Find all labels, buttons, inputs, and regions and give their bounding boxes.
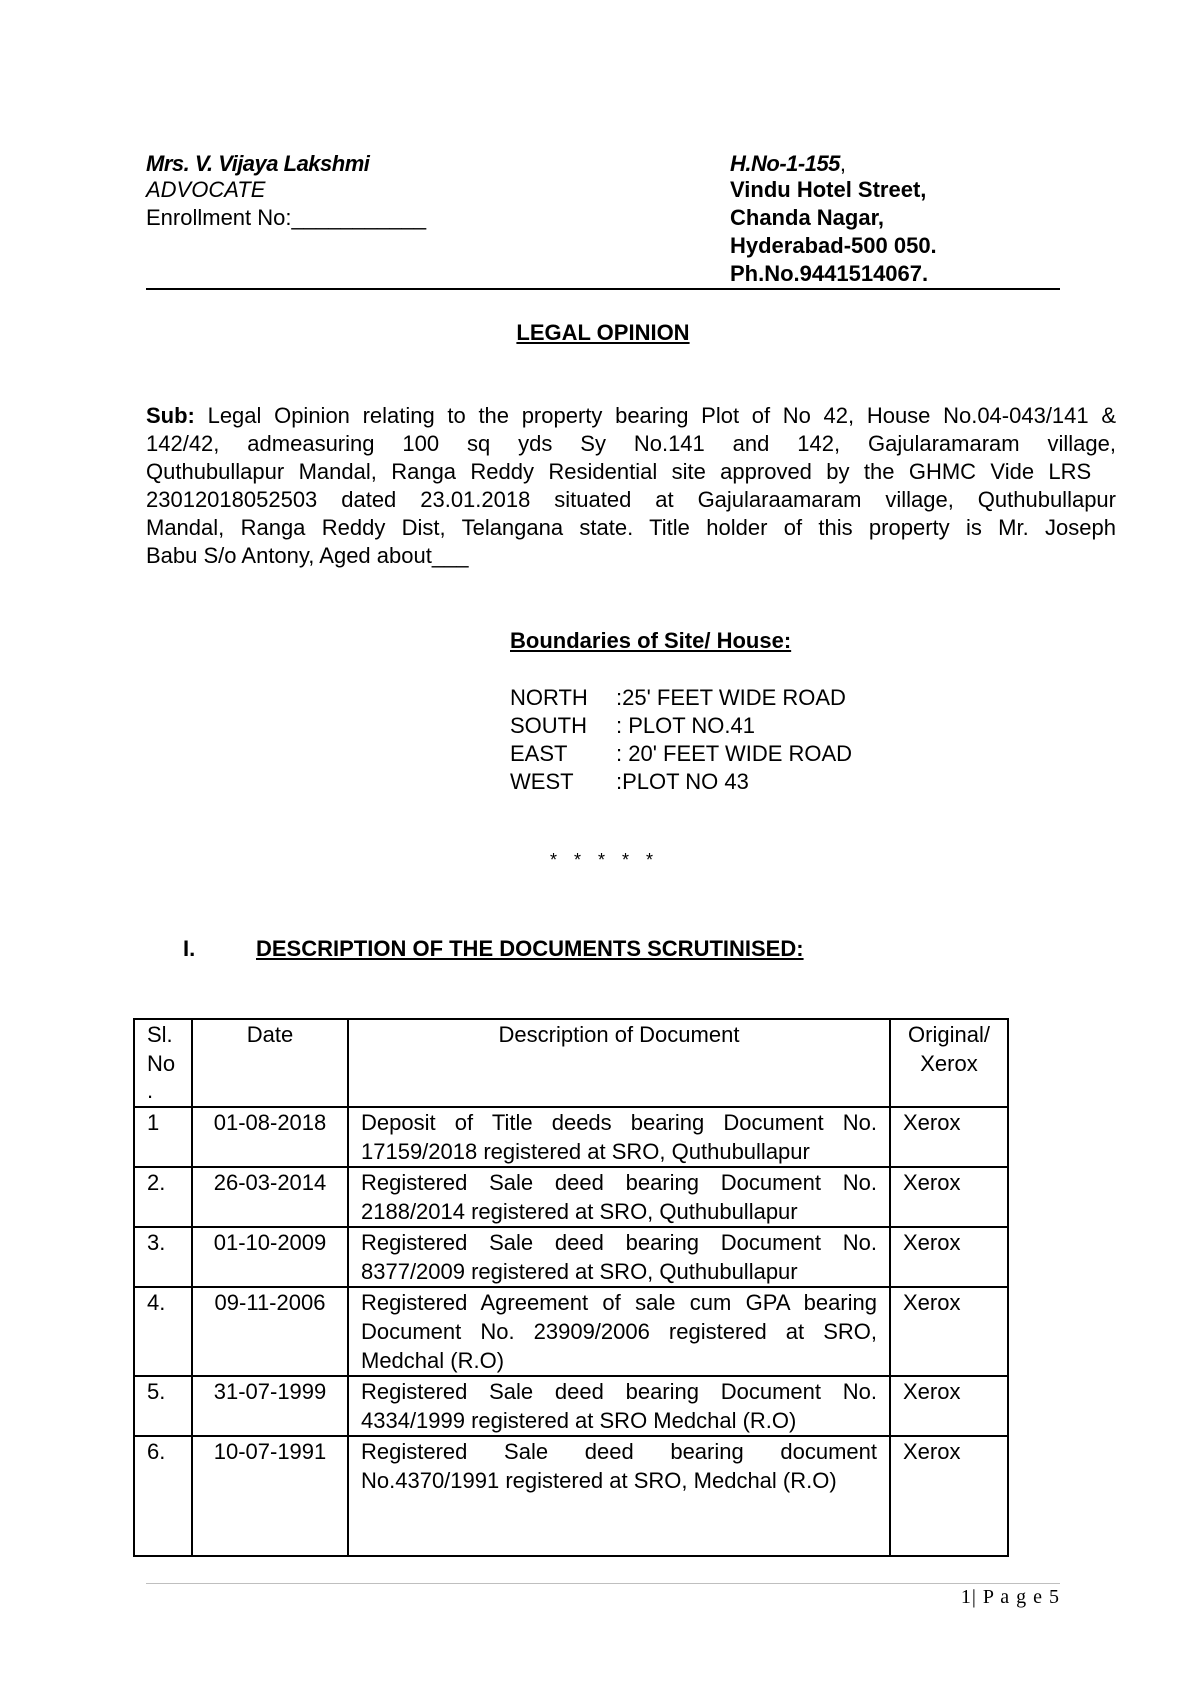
- subject-paragraph: [146, 402, 1116, 570]
- advocate-role: ADVOCATE: [146, 177, 266, 202]
- page-number: 1| P a g e 5: [960, 1586, 1060, 1608]
- cell-sl: 5.: [134, 1376, 192, 1436]
- address-street: Vindu Hotel Street,: [730, 177, 927, 202]
- cell-date: 09-11-2006: [192, 1287, 348, 1376]
- subject-label: Sub:: [146, 403, 195, 428]
- boundary-west: WEST :PLOT NO 43: [510, 769, 749, 794]
- cell-description: Registered Sale deed bearing Document No. 8377/2009 registered at SRO, Quthubullapur: [348, 1227, 890, 1287]
- cell-date: 01-08-2018: [192, 1107, 348, 1167]
- documents-table: [133, 1018, 1009, 1557]
- cell-sl: 6.: [134, 1436, 192, 1556]
- header-description: Description of Document: [348, 1019, 890, 1107]
- boundary-south: SOUTH : PLOT NO.41: [510, 713, 755, 738]
- boundary-north: NORTH :25' FEET WIDE ROAD: [510, 685, 846, 710]
- table-row: [134, 1287, 1008, 1376]
- subject-line-3: Quthubullapur Mandal, Ranga Reddy Residential site approved by the GHMC Vide LRS: [146, 459, 1092, 484]
- subject-line-1: Sub: Legal Opinion relating to the property bearing Plot of No 42, House No.04-043/141 &: [146, 403, 1116, 428]
- footer-divider: [146, 1583, 1060, 1584]
- section-number: I.: [183, 936, 196, 961]
- subject-line-5: Mandal, Ranga Reddy Dist, Telangana state. Title holder of this property is Mr. Joseph: [146, 515, 1116, 540]
- cell-original-xerox: Xerox: [890, 1167, 1008, 1227]
- cell-original-xerox: Xerox: [890, 1287, 1008, 1376]
- separator-stars: * * * * *: [550, 850, 660, 870]
- cell-sl: 2.: [134, 1167, 192, 1227]
- subject-line-6: Babu S/o Antony, Aged about___: [146, 543, 469, 568]
- boundary-east: EAST : 20' FEET WIDE ROAD: [510, 741, 853, 766]
- cell-original-xerox: Xerox: [890, 1227, 1008, 1287]
- enrollment-number: Enrollment No:___________: [146, 205, 427, 230]
- cell-description: Registered Sale deed bearing document No.4370/1991 registered at SRO, Medchal (R.O): [348, 1436, 890, 1556]
- cell-description: Registered Sale deed bearing Document No. 4334/1999 registered at SRO Medchal (R.O): [348, 1376, 890, 1436]
- address-house-no: H.No-1-155,: [730, 151, 847, 176]
- subject-line-4: 23012018052503 dated 23.01.2018 situated at Gajularaamaram village, Quthubullapur: [146, 487, 1116, 512]
- cell-description: Registered Agreement of sale cum GPA bearing Document No. 23909/2006 registered at SRO, Medchal (R.O): [348, 1287, 890, 1376]
- header-divider: [146, 288, 1060, 290]
- table-header-row: [134, 1019, 1008, 1107]
- page-title: LEGAL OPINION: [516, 320, 690, 345]
- cell-sl: 1: [134, 1107, 192, 1167]
- cell-original-xerox: Xerox: [890, 1376, 1008, 1436]
- cell-original-xerox: Xerox: [890, 1107, 1008, 1167]
- address-area: Chanda Nagar,: [730, 205, 885, 230]
- subject-line-2: 142/42, admeasuring 100 sq yds Sy No.141 and 142, Gajularamaram village,: [146, 431, 1116, 456]
- header-date: Date: [192, 1019, 348, 1107]
- cell-original-xerox: Xerox: [890, 1436, 1008, 1556]
- cell-sl: 4.: [134, 1287, 192, 1376]
- table-row: [134, 1376, 1008, 1436]
- header-sl-no: Sl. No .: [134, 1019, 192, 1107]
- cell-date: 31-07-1999: [192, 1376, 348, 1436]
- cell-description: Deposit of Title deeds bearing Document No. 17159/2018 registered at SRO, Quthubullapur: [348, 1107, 890, 1167]
- cell-date: 26-03-2014: [192, 1167, 348, 1227]
- cell-sl: 3.: [134, 1227, 192, 1287]
- cell-description: Registered Sale deed bearing Document No. 2188/2014 registered at SRO, Quthubullapur: [348, 1167, 890, 1227]
- table-row: [134, 1167, 1008, 1227]
- table-row: [134, 1227, 1008, 1287]
- cell-date: 10-07-1991: [192, 1436, 348, 1556]
- address-city: Hyderabad-500 050.: [730, 233, 937, 258]
- table-row: [134, 1436, 1008, 1556]
- boundaries-title: Boundaries of Site/ House:: [510, 628, 792, 653]
- section-title: DESCRIPTION OF THE DOCUMENTS SCRUTINISED:: [256, 936, 804, 961]
- cell-date: 01-10-2009: [192, 1227, 348, 1287]
- address-phone: Ph.No.9441514067.: [730, 261, 929, 286]
- advocate-name: Mrs. V. Vijaya Lakshmi: [146, 151, 370, 176]
- table-row: [134, 1107, 1008, 1167]
- header-original-xerox: Original/ Xerox: [890, 1019, 1008, 1107]
